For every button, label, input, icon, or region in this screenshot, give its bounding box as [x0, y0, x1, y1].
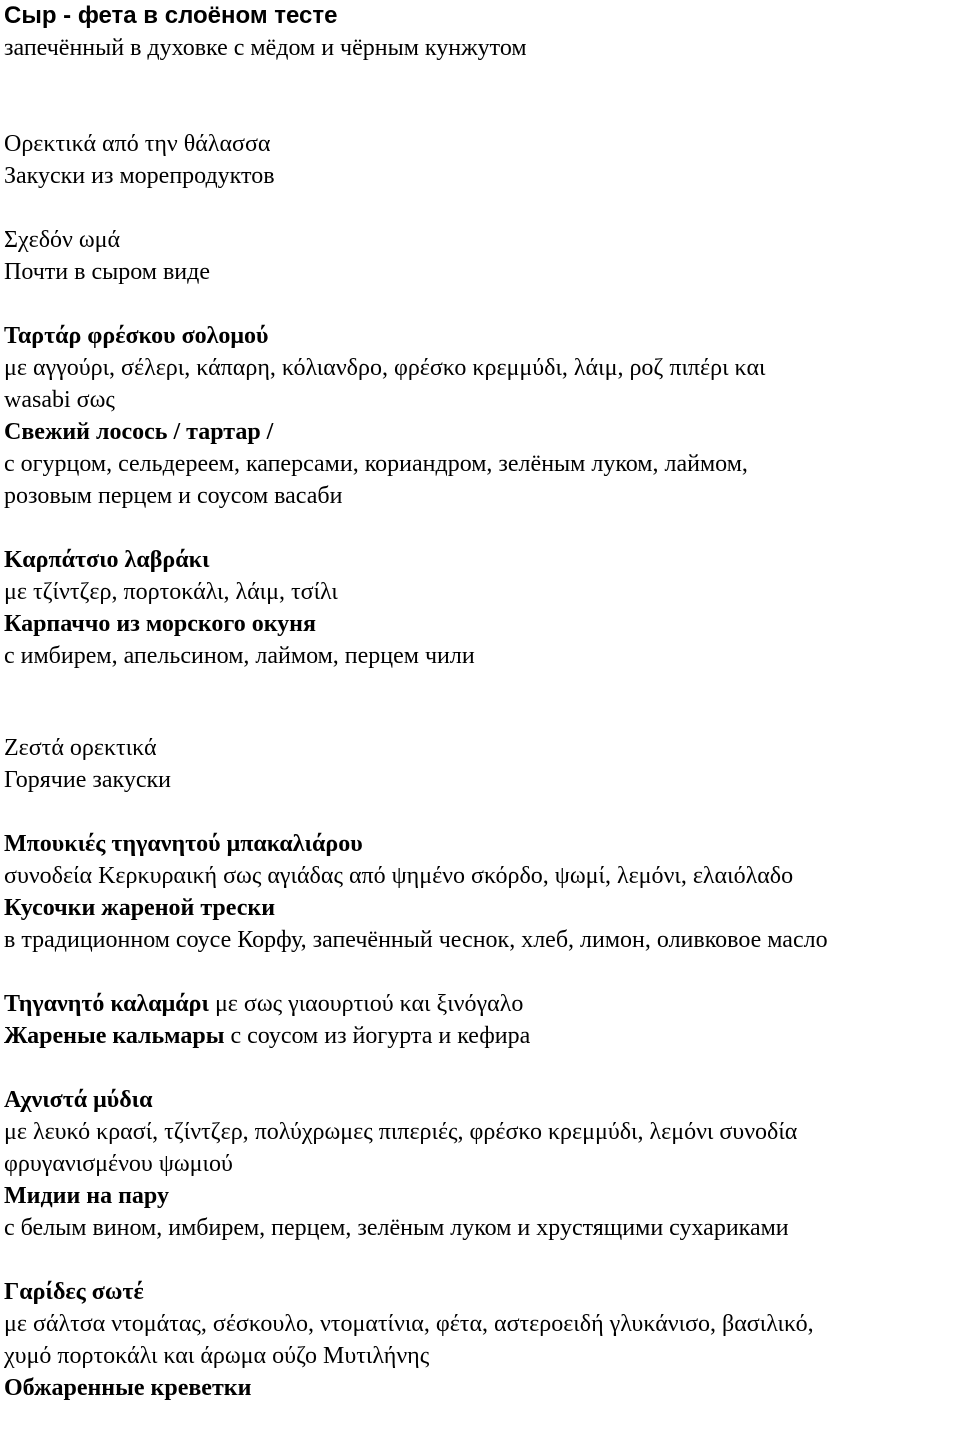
dish-name-russian: Карпаччо из морского окуня	[4, 611, 316, 637]
section-heading-greek: Ορεκτικά από την θάλασσα	[4, 131, 271, 157]
dish-description-russian: с белым вином, имбирем, перцем, зелёным луком и хрустящими сухариками	[4, 1215, 789, 1241]
dish-description-greek: με λευκό κρασί, τζίντζερ, πολύχρωμες πιπεριές, φρέσκο κρεμμύδι, λεμόνι συνοδία	[4, 1119, 798, 1145]
dish-name-greek: Καρπάτσιο λαβράκι	[4, 547, 210, 573]
dish-name-russian: Обжаренные креветки	[4, 1375, 252, 1401]
dish-name-russian: Свежий лосось / тартар /	[4, 419, 274, 445]
dish-description-greek: wasabi σως	[4, 387, 115, 413]
section-heading-russian: Закуски из морепродуктов	[4, 163, 275, 189]
spacer	[4, 956, 960, 988]
dish-description-russian: розовым перцем и соусом васаби	[4, 483, 343, 509]
spacer	[4, 64, 960, 128]
dish-description: запечённый в духовке с мёдом и чёрным кунжутом	[4, 35, 527, 61]
dish-name-greek: Τηγανητό καλαμάρι	[4, 991, 209, 1017]
dish-name-russian: Кусочки жареной трески	[4, 895, 276, 921]
dish-name-greek: Αχνιστά μύδια	[4, 1087, 153, 1113]
spacer	[4, 796, 960, 828]
dish-description-greek: με αγγούρι, σέλερι, κάπαρη, κόλιανδρο, φρέσκο κρεμμύδι, λάιμ, ροζ πιπέρι και	[4, 355, 766, 381]
spacer	[4, 192, 960, 224]
dish-description-greek: φρυγανισμένου ψωμιού	[4, 1151, 233, 1177]
subsection-heading-russian: Почти в сыром виде	[4, 259, 210, 285]
dish-name-greek: Ταρτάρ φρέσκου σολομού	[4, 323, 269, 349]
dish-name-russian: Жареные кальмары	[4, 1023, 225, 1049]
dish-description-greek: χυμό πορτοκάλι και άρωμα ούζο Μυτιλήνης	[4, 1343, 430, 1369]
subsection-heading-russian: Горячие закуски	[4, 767, 171, 793]
dish-description-greek: με σάλτσα ντομάτας, σέσκουλο, ντοματίνια, φέτα, αστεροειδή γλυκάνισο, βασιλικό,	[4, 1311, 814, 1337]
spacer	[4, 512, 960, 544]
dish-description-russian: с огурцом, сельдереем, каперсами, кориандром, зелёным луком, лаймом,	[4, 451, 748, 477]
subsection-heading-greek: Ζεστά ορεκτικά	[4, 735, 157, 761]
subsection-heading-greek: Σχεδόν ωμά	[4, 227, 121, 253]
spacer	[4, 288, 960, 320]
dish-description-greek: με τζίντζερ, πορτοκάλι, λάιμ, τσίλι	[4, 579, 338, 605]
dish-description-greek: με σως γιαουρτιού και ξινόγαλο	[208, 991, 524, 1017]
dish-title: Сыр - фета в слоёном тесте	[4, 2, 338, 29]
dish-description-russian: с соусом из йогурта и кефира	[224, 1023, 531, 1049]
dish-description-russian: в традиционном соусе Корфу, запечённый чеснок, хлеб, лимон, оливковое масло	[4, 927, 828, 953]
dish-name-russian: Мидии на пару	[4, 1183, 169, 1209]
dish-description-greek: συνοδεία Κερκυραική σως αγιάδας από ψημένο σκόρδο, ψωμί, λεμόνι, ελαιόλαδο	[4, 863, 794, 889]
dish-line-greek	[4, 988, 960, 1020]
dish-name-greek: Γαρίδες σωτέ	[4, 1279, 144, 1305]
spacer	[4, 1052, 960, 1084]
spacer	[4, 1244, 960, 1276]
spacer	[4, 672, 960, 732]
dish-description-russian: с имбирем, апельсином, лаймом, перцем чили	[4, 643, 475, 669]
dish-name-greek: Μπουκιές τηγανητού μπακαλιάρου	[4, 831, 363, 857]
dish-line-russian	[4, 1020, 960, 1052]
